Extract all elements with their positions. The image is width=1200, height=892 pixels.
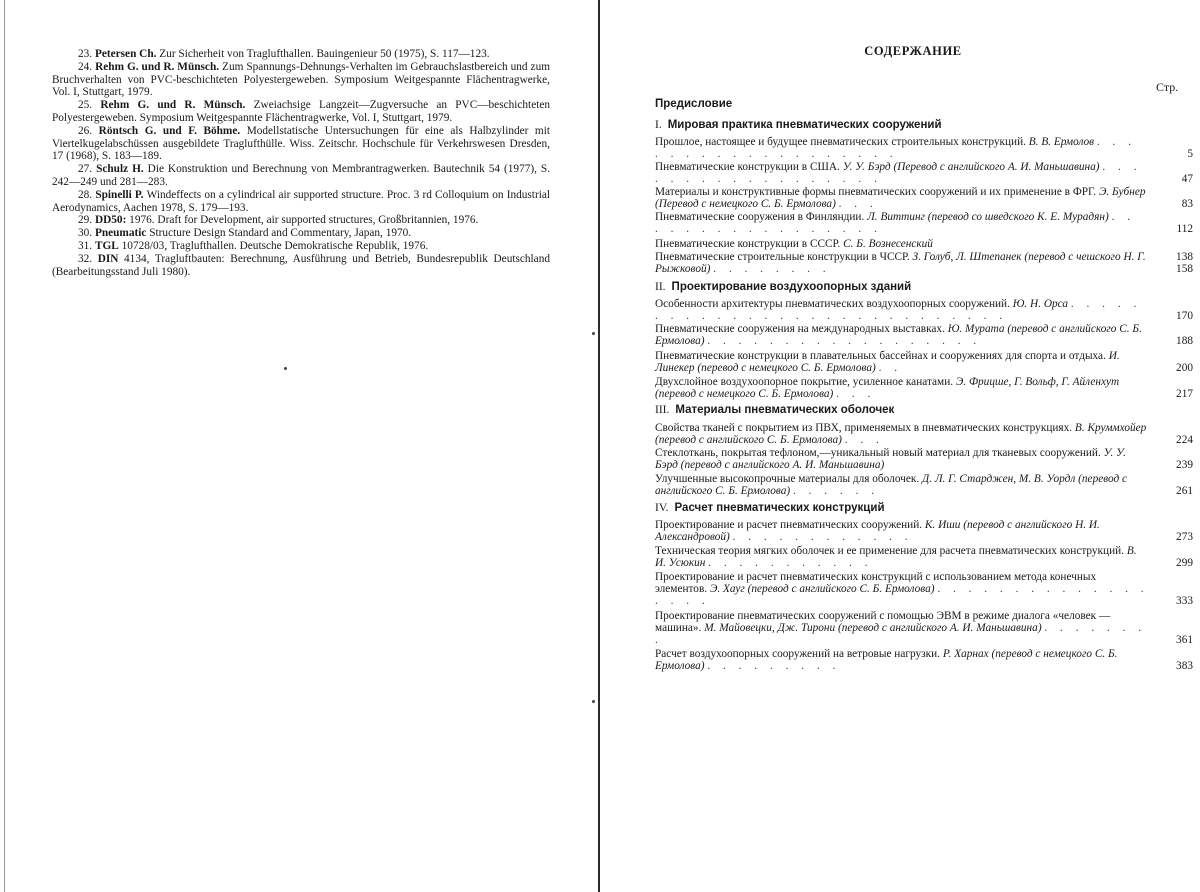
toc-section-heading: III. Материалы пневматических оболочек	[655, 404, 895, 416]
page-number: 261	[1176, 485, 1193, 498]
toc-entry: Особенности архитектуры пневматических воздухоопорных сооружений. Ю. Н. Орса . . . . . . . . . . . . . . . . . . . . . . . . . . . . 170	[655, 298, 1193, 323]
reference-item: 30. Pneumatic Structure Design Standard and Commentary, Japan, 1970.	[78, 227, 412, 240]
page-number: 5	[1187, 148, 1193, 161]
page-number: 361	[1176, 634, 1193, 647]
toc-entry: Проектирование и расчет пневматических конструкций с использованием метода конечных элементов. Э. Хауг (перевод с английского С. Б. Ермолова) . . . . . . . . . . . . . . . . . . 333	[655, 571, 1193, 608]
toc-section-heading: IV. Расчет пневматических конструкций	[655, 502, 885, 514]
toc-entry: Прошлое, настоящее и будущее пневматических строительных конструкций. В. В. Ермолов . . . . . . . . . . . . . . . . . . . 5	[655, 136, 1193, 161]
toc-entry: Пневматические конструкции в плавательных бассейнах и сооружениях для спорта и отдыха. И. Линекер (перевод с немецкого С. Б. Ермолова) . . 200	[655, 350, 1193, 375]
toc-section-heading: I. Мировая практика пневматических сооружений	[655, 119, 942, 131]
toc-entry: Пневматические сооружения на международных выставках. Ю. Мурата (перевод с английского С. Б. Ермолова) . . . . . . . . . . . . . . . . . . 188	[655, 323, 1193, 348]
scan-speck	[592, 700, 595, 703]
page-number: 383	[1176, 660, 1193, 673]
reference-list	[52, 48, 550, 278]
page-number: 200	[1176, 362, 1193, 375]
page-number: 224	[1176, 434, 1193, 447]
reference-item: 24. Rehm G. und R. Münsch. Zum Spannungs-Dehnungs-Verhalten im Gebrauchslastbereich und zum Bruchverhalten von PVC-beschichteten Polyestergeweben. Symposium Weitgespannte Flächentragwerke, Vol. I, Stuttgart, 1979.	[52, 60, 551, 99]
page-number: 138 158	[1176, 251, 1193, 276]
reference-item: 27. Schulz H. Die Konstruktion und Berechnung von Membrantragwerken. Bautechnik 54 (1977), S. 242—249 und 281—283.	[52, 163, 551, 188]
page-title: СОДЕРЖАНИЕ	[864, 44, 962, 58]
toc-entry: Материалы и конструктивные формы пневматических сооружений и их применение в ФРГ. Э. Бубнер (Перевод с немецкого С. Б. Ермолова) . . . 83	[655, 186, 1193, 211]
toc-entry: Проектирование и расчет пневматических сооружений. К. Иши (перевод с английского Н. И. Александровой) . . . . . . . . . . . . 273	[655, 519, 1193, 544]
toc-preface: Предисловие	[655, 98, 733, 110]
toc-entry: Двухслойное воздухоопорное покрытие, усиленное канатами. Э. Фрицше, Г. Вольф, Г. Айленхут (перевод с немецкого С. Б. Ермолова) . . . 217	[655, 376, 1193, 401]
page-number: 47	[1181, 173, 1193, 186]
page-column-label: Стр.	[1156, 80, 1179, 94]
reference-item: 31. TGL 10728/03, Traglufthallen. Deutsche Demokratische Republik, 1976.	[78, 239, 429, 252]
toc-entry: Свойства тканей с покрытием из ПВХ, применяемых в пневматических конструкциях. В. Круммхойер (перевод с английского С. Б. Ермолова) . . . 224	[655, 422, 1193, 447]
toc-entry: Пневматические конструкции в СССР. С. Б. Вознесенский	[655, 238, 933, 250]
page-number: 299	[1176, 557, 1193, 570]
toc-entry: Улучшенные высокопрочные материалы для оболочек. Д. Л. Г. Старджен, М. В. Уордл (перевод с английского С. Б. Ермолова) . . . . . . 261	[655, 473, 1193, 498]
page-number: 188	[1176, 335, 1193, 348]
scan-speck	[592, 332, 595, 335]
page-number: 239	[1176, 459, 1193, 472]
toc-entry: Пневматические сооружения в Финляндии. Л. Виттинг (перевод со шведского К. Е. Мурадян) . . . . . . . . . . . . . . . . . 112	[655, 211, 1193, 236]
toc-entry: Пневматические конструкции в США. У. У. Бэрд (Перевод с английского А. И. Маньшавина) . . . . . . . . . . . . . . . . . . 47	[655, 161, 1193, 186]
scan-speck	[284, 367, 287, 370]
reference-item: 25. Rehm G. und R. Münsch. Zweiachsige Langzeit—Zugversuche an PVC—beschichteten Polyestergeweben. Symposium Weitgespannte Flächentragwerke, Vol. I, Stuttgart, 1979.	[52, 99, 551, 124]
reference-item: 29. DD50: 1976. Draft for Development, air supported structures, Großbritannien, 1976.	[78, 214, 479, 227]
reference-item: 26. Röntsch G. und F. Böhme. Modellstatische Untersuchungen für eine als Halbzylinder mit Viertelkugelabschüssen ausgebildete Traglufthülle. Wiss. Zeitschr. Hochschule für Verkehrswesen Dresden, 17 (1968), S. 183—189.	[52, 124, 550, 163]
reference-item: 28. Spinelli P. Windeffects on a cylindrical air supported structure. Proc. 3 rd Colloquium on Industrial Aerodynamics, Aachen 1978, S. 179—193.	[52, 188, 550, 214]
page-number: 273	[1176, 531, 1193, 544]
toc-section-heading: II. Проектирование воздухоопорных зданий	[655, 281, 912, 293]
toc-entry: Техническая теория мягких оболочек и ее применение для расчета пневматических конструкций. В. И. Усюкин . . . . . . . . . . . 299	[655, 545, 1193, 570]
right-page	[603, 0, 1200, 892]
reference-item: 32. DIN 4134, Tragluftbauten: Berechnung, Ausführung und Betrieb, Bundesrepublik Deutschland (Bearbeitungsstand Juli 1980).	[52, 252, 550, 278]
page-number: 217	[1176, 388, 1193, 401]
page-number: 170	[1176, 310, 1193, 323]
page-number: 83	[1181, 198, 1193, 211]
reference-item: 23. Petersen Ch. Zur Sicherheit von Traglufthallen. Bauingenieur 50 (1975), S. 117—123.	[78, 48, 490, 60]
toc-entry: Пневматические строительные конструкции в ЧССР. З. Голуб, Л. Штепанек (перевод с чешского Н. Г. Рыжковой) . . . . . . . . 138 158	[655, 251, 1193, 276]
toc-entry: Проектирование пневматических сооружений с помощью ЭВМ в режиме диалога «человек — машина». М. Майовецки, Дж. Тирони (перевод с английского А. И. Маньшавина) . . . . . . . . 361	[655, 610, 1193, 647]
toc-entry: Расчет воздухоопорных сооружений на ветровые нагрузки. Р. Харнах (перевод с немецкого С. Б. Ермолова) . . . . . . . . . 383	[655, 648, 1193, 673]
page-number: 333	[1176, 595, 1193, 608]
page-number: 112	[1176, 223, 1193, 236]
toc-entry: Стеклоткань, покрытая тефлоном,—уникальный новый материал для тканевых сооружений. У. У. Бэрд (перевод с английского А. И. Маньшавина) 239	[655, 447, 1193, 472]
